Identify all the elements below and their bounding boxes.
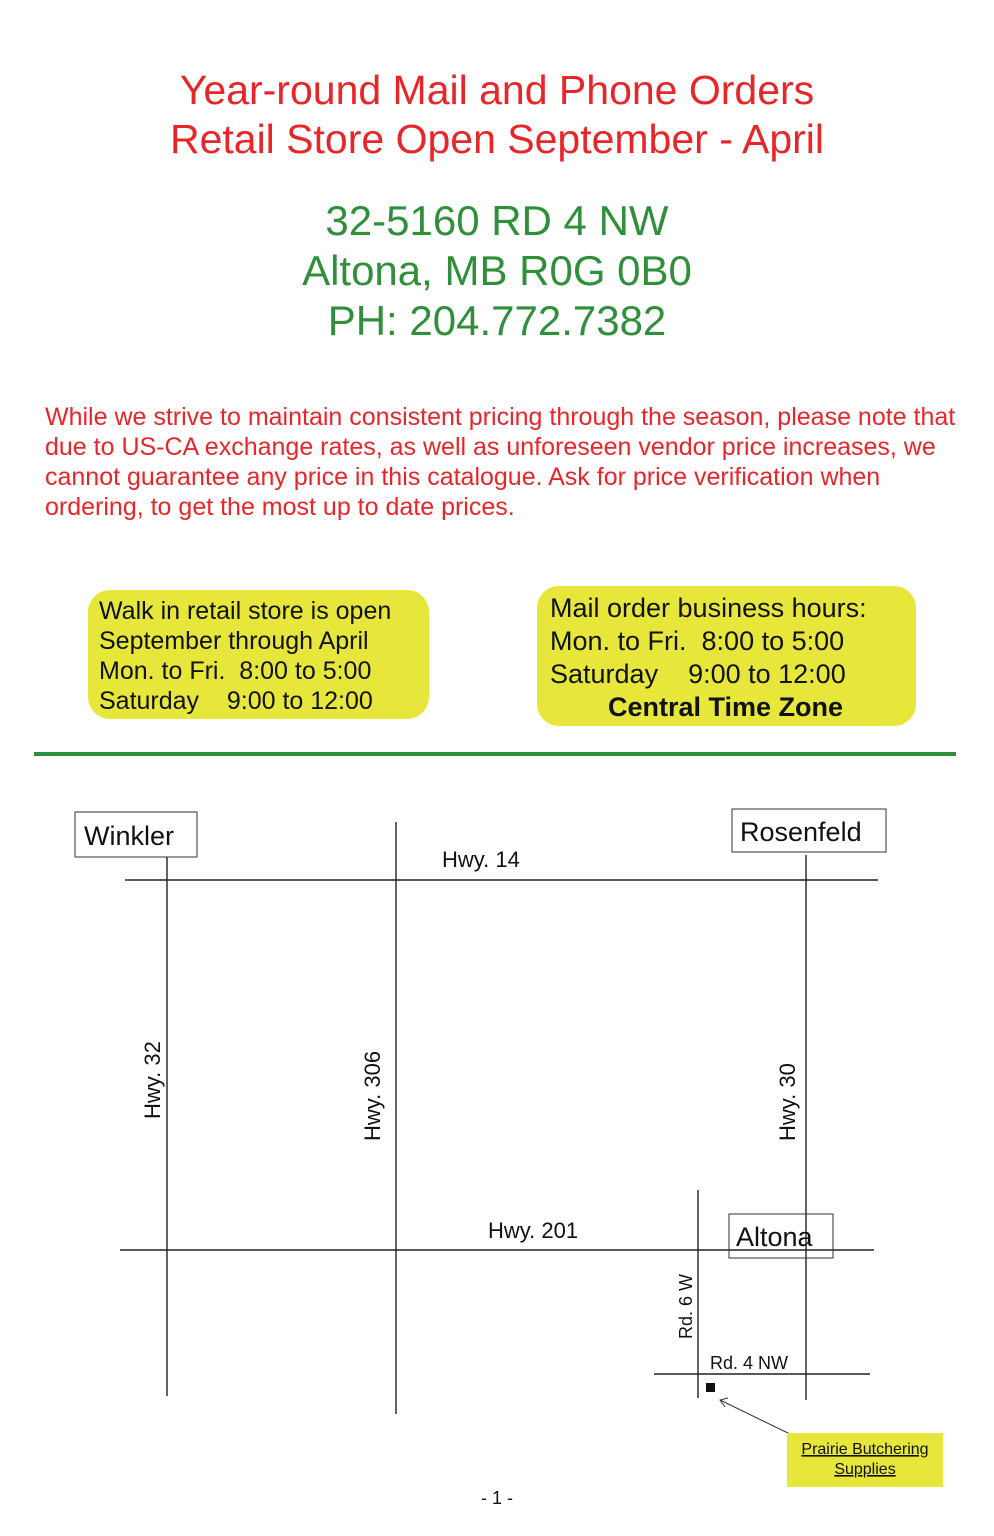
town-altona: Altona [736, 1222, 813, 1252]
retail-line-4: Saturday 9:00 to 12:00 [99, 687, 373, 715]
label-hwy32: Hwy. 32 [140, 1041, 165, 1119]
retail-line-1: Walk in retail store is open [99, 597, 392, 625]
mail-line-1: Mail order business hours: [550, 593, 867, 623]
label-hwy30: Hwy. 30 [775, 1063, 800, 1141]
retail-line-2: September through April [99, 627, 369, 655]
time-zone-note: Central Time Zone [608, 692, 844, 722]
retail-line-3: Mon. to Fri. 8:00 to 5:00 [99, 657, 372, 685]
page-number: - 1 - [480, 1488, 513, 1508]
label-hwy201: Hwy. 201 [488, 1218, 579, 1243]
pricing-notice: While we strive to maintain consistent pricing through the season, please note that due to US-CA exchange rates, as well as unforeseen vendor price increases, we cannot guarantee any price in this catalogue. Ask for price verification when ordering, to get the most up to date prices. [45, 403, 956, 521]
label-hwy14: Hwy. 14 [442, 847, 520, 872]
mail-line-3: Saturday 9:00 to 12:00 [550, 659, 846, 689]
store-pointer-line [720, 1400, 790, 1434]
address-city: Altona, MB R0G 0B0 [302, 247, 692, 294]
heading-line-1: Year-round Mail and Phone Orders [179, 67, 815, 113]
phone-number: PH: 204.772.7382 [327, 297, 667, 344]
town-winkler: Winkler [84, 821, 175, 851]
store-label-line-1: Prairie Butchering [801, 1441, 929, 1458]
address-street: 32-5160 RD 4 NW [325, 197, 669, 244]
heading-line-2: Retail Store Open September - April [169, 116, 825, 162]
town-rosenfeld: Rosenfeld [740, 817, 862, 847]
label-rd6w: Rd. 6 W [676, 1273, 696, 1339]
store-marker [706, 1383, 715, 1392]
label-hwy306: Hwy. 306 [360, 1050, 385, 1141]
label-rd4nw: Rd. 4 NW [710, 1353, 789, 1373]
store-pointer-arrowhead [720, 1398, 728, 1407]
store-label-line-2: Supplies [834, 1461, 896, 1478]
mail-line-2: Mon. to Fri. 8:00 to 5:00 [550, 626, 845, 656]
